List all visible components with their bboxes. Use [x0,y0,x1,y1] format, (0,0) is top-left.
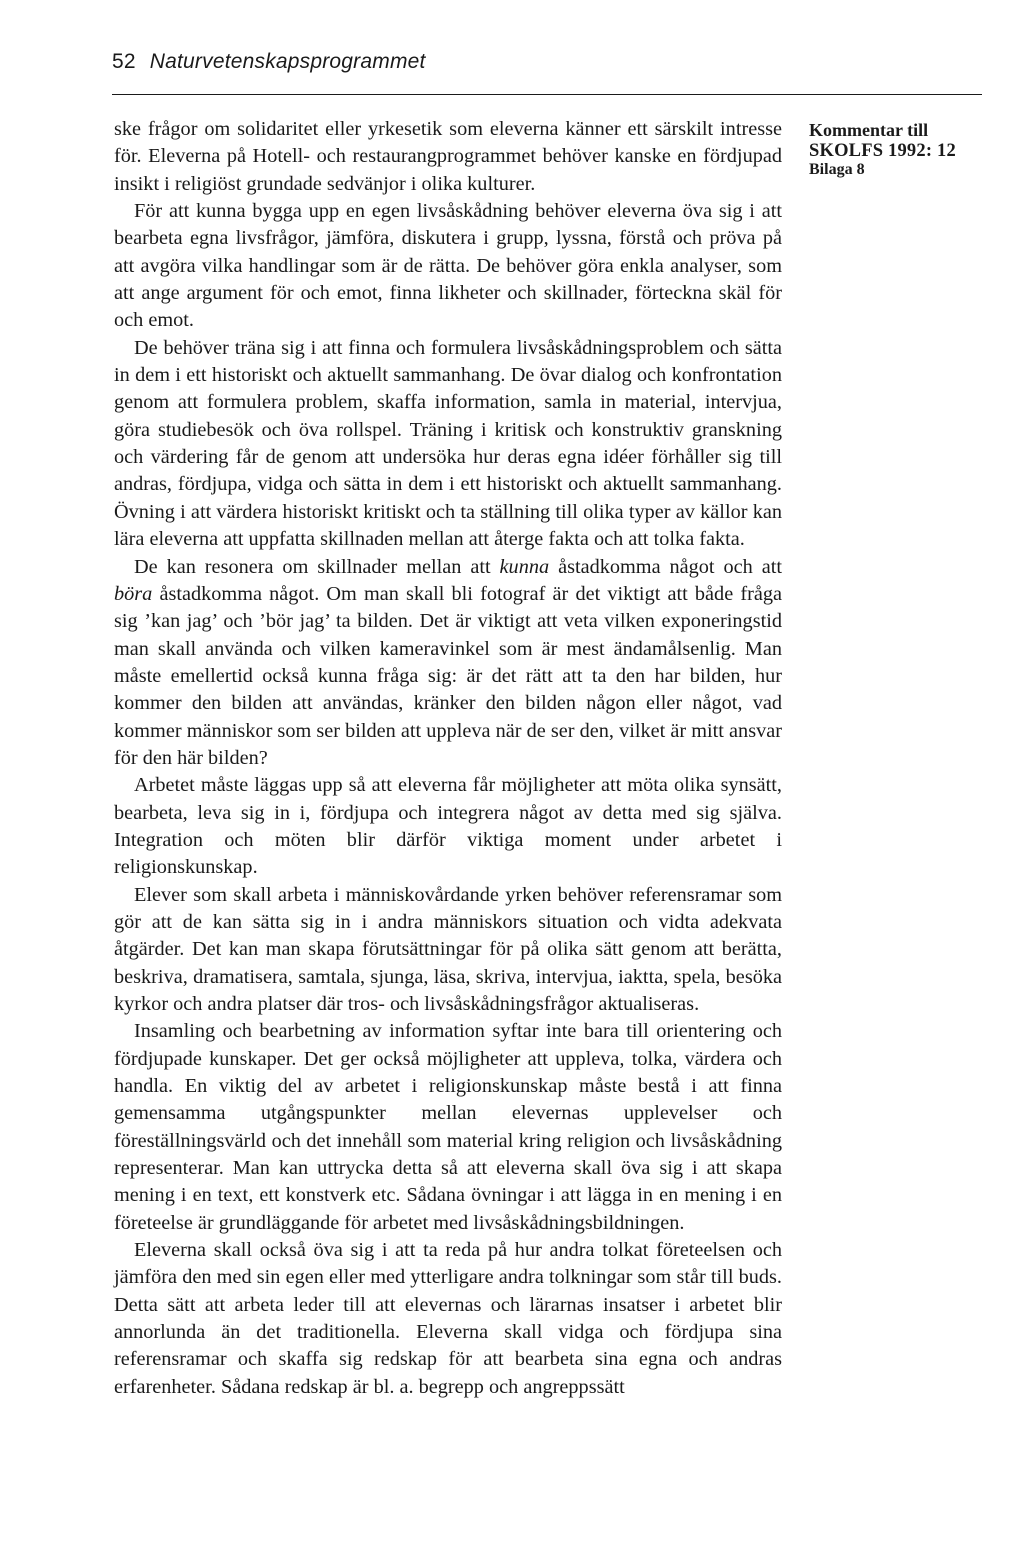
running-title: Naturvetenskapsprogrammet [149,50,426,73]
header-rule [112,94,982,95]
margin-note-line-3: Bilaga 8 [809,161,865,178]
paragraph-2: För att kunna bygga upp en egen livsåskådning behöver eleverna öva sig i att bearbeta egna livsfrågor, jämföra, diskutera i grupp, lyssna, förstå och pröva på att avgöra vilka handlingar som är de rätta. De behöver göra enkla analyser, som att ange argument för och emot, finna likheter och skillnader, förteckna skäl för och emot. [114,200,782,332]
paragraph-7: Insamling och bearbetning av information syftar inte bara till orientering och fördjupade kunskaper. Det ger också möjligheter att uppleva, tolka, värdera och handla. En viktig del av arbetet i religionskunskap måste bestå i att finna gemensamma utgångspunkter mellan elevernas upplevelser och föreställningsvärld och det innehåll som material kring religion och livsåskådning representerar. Man kan uttrycka detta så att eleverna skall öva sig i att skapa mening i en text, ett konstverk etc. Sådana övningar i att lägga in en mening i en företeelse är grundläggande för arbetet med livsåskådningsbildningen. [114,1020,782,1234]
page-number: 52 [112,50,136,73]
paragraph-4-part-a: De kan resonera om skillnader mellan att [134,555,500,578]
paragraph-8: Eleverna skall också öva sig i att ta reda på hur andra tolkat företeelsen och jämföra den med sin egen eller med ytterligare andra tolkningar som står till buds. Detta sätt att arbeta leder till att elevernas och lärarnas insatser i arbetet blir annorlunda än det traditionella. Eleverna skall vidga och fördjupa sina referensramar och skaffa sig redskap för att bearbeta sina egna och andras erfarenheter. Sådana redskap är bl. a. begrepp och angreppssätt [114,1239,782,1398]
margin-note-line-1: Kommentar till [809,120,929,140]
paragraph-4 [114,554,782,773]
page-header [112,50,426,74]
body-text [114,116,782,1401]
emphasis-kunna: kunna [499,555,550,578]
paragraph-4-part-b: åstadkomma något och att [549,555,782,578]
paragraph-4-part-c: åstadkomma något. Om man skall bli fotograf är det viktigt att både fråga sig ’kan jag’ och ’bör jag’ ta bilden. Det är viktigt att veta vilken exponeringstid man skall använda och vilken kameravinkel som är mest ändamålsenlig. Man måste emellertid också kunna fråga sig: är det rätt att ta den har bilden, hur kommer den bilden att användas, kränker den bilden någon eller något, vad kommer människor som ser bilden att uppleva när de ser den, vilket är mitt ansvar för den här bilden? [114,582,782,769]
margin-note [809,119,989,179]
emphasis-bora: böra [114,582,153,605]
paragraph-1: ske frågor om solidaritet eller yrkesetik som eleverna känner ett särskilt intresse för. Eleverna på Hotell- och restaurangprogrammet behöver kanske en fördjupad insikt i religiöst grundade sedvänjor i olika kulturer. [114,118,782,195]
margin-note-line-2: SKOLFS 1992: 12 [809,141,956,161]
paragraph-6: Elever som skall arbeta i människovårdande yrken behöver referensramar som gör att de kan sätta sig in i andra människors situation och vidta adekvata åtgärder. Det kan man skapa förutsättningar för på olika sätt genom att berätta, beskriva, dramatisera, samtala, sjunga, läsa, skriva, intervjua, iaktta, spela, besöka kyrkor och andra platser där tros- och livsåskådningsfrågor aktualiseras. [114,883,782,1015]
paragraph-5: Arbetet måste läggas upp så att eleverna får möjligheter att möta olika synsätt, bearbeta, leva sig in i, fördjupa och integrera något av detta med sig själva. Integration och möten blir därför viktiga moment under arbetet i religionskunskap. [114,774,782,879]
paragraph-3: De behöver träna sig i att finna och formulera livsåskådningsproblem och sätta in dem i ett historiskt och aktuellt sammanhang. De övar dialog och konfrontation genom att formulera problem, skaffa information, samla in material, intervjua, göra studiebesök och öva rollspel. Träning i kritisk och konstruktiv granskning och värdering får de genom att undersöka hur deras egna idéer förhåller sig till andras, fördjupa, vidga och sätta in dem i ett historiskt och aktuellt sammanhang. Övning i att värdera historiskt kritiskt och ta ställning till olika typer av källor kan lära eleverna att uppfatta skillnaden mellan att återge fakta och att tolka fakta. [114,336,782,551]
